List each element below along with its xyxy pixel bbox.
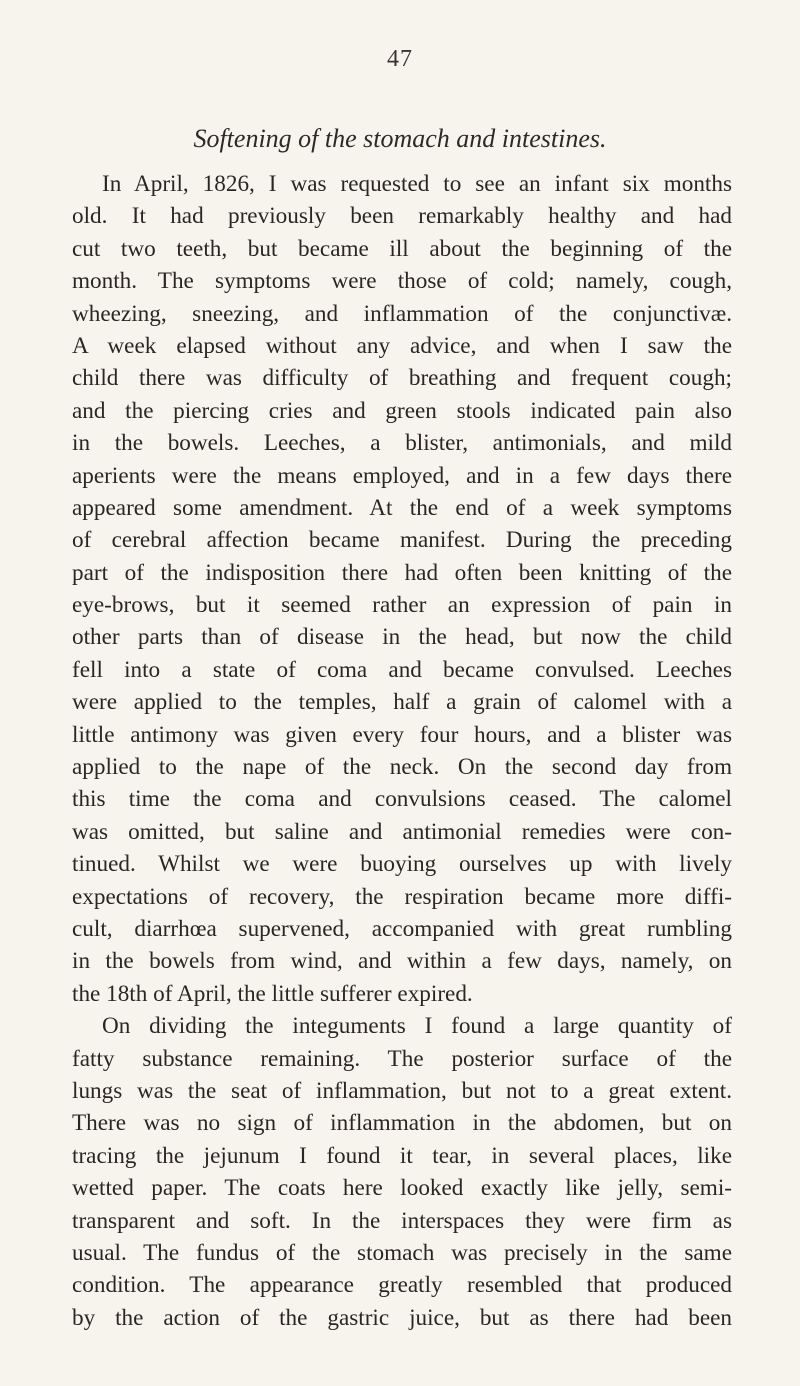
text-line: appeared some amendment. At the end of a week symptoms bbox=[72, 494, 732, 521]
text-line: transparent and soft. In the interspaces they were firm as bbox=[72, 1207, 732, 1234]
text-line: fell into a state of coma and became convulsed. Leeches bbox=[72, 656, 732, 683]
text-line: A week elapsed without any advice, and when I saw the bbox=[72, 332, 732, 359]
text-line: in the bowels. Leeches, a blister, antimonials, and mild bbox=[72, 430, 732, 457]
page-number: 47 bbox=[387, 46, 413, 72]
text-line: expectations of recovery, the respiration became more diffi- bbox=[72, 883, 732, 910]
text-line: On dividing the integuments I found a large quantity of bbox=[102, 1013, 732, 1040]
text-line: part of the indisposition there had often been knitting of the bbox=[72, 559, 732, 586]
text-line: In April, 1826, I was requested to see an infant six months bbox=[102, 171, 732, 197]
text-line: other parts than of disease in the head, but now the child bbox=[72, 624, 732, 651]
text-line: in the bowels from wind, and within a few days, namely, on bbox=[72, 948, 732, 975]
text-line: by the action of the gastric juice, but as there had been bbox=[72, 1304, 732, 1331]
body-text bbox=[72, 168, 732, 1334]
text-line: wheezing, sneezing, and inflammation of the conjunctivæ. bbox=[72, 300, 732, 327]
text-line: this time the coma and convulsions ceased. The calomel bbox=[72, 786, 732, 813]
text-line: month. The symptoms were those of cold; namely, cough, bbox=[72, 268, 732, 295]
text-line: tracing the jejunum I found it tear, in several places, like bbox=[72, 1142, 732, 1169]
text-line: tinued. Whilst we were buoying ourselves up with lively bbox=[72, 851, 732, 878]
text-line: were applied to the temples, half a grain of calomel with a bbox=[72, 689, 732, 716]
text-line: aperients were the means employed, and in a few days there bbox=[72, 462, 732, 489]
text-line: There was no sign of inflammation in the abdomen, but on bbox=[72, 1110, 732, 1137]
text-line: was omitted, but saline and antimonial remedies were con- bbox=[72, 818, 732, 845]
text-line: and the piercing cries and green stools indicated pain also bbox=[72, 397, 732, 424]
text-line: cult, diarrhœa supervened, accompanied with great rumbling bbox=[72, 915, 732, 942]
text-line: eye-brows, but it seemed rather an expression of pain in bbox=[72, 592, 732, 619]
section-title: Softening of the stomach and intestines. bbox=[193, 124, 607, 153]
text-line: of cerebral affection became manifest. During the preceding bbox=[72, 527, 732, 554]
text-line: the 18th of April, the little sufferer expired. bbox=[72, 980, 473, 1007]
text-line: cut two teeth, but became ill about the beginning of the bbox=[72, 235, 732, 262]
text-line: usual. The fundus of the stomach was precisely in the same bbox=[72, 1239, 732, 1266]
text-line: fatty substance remaining. The posterior surface of the bbox=[72, 1045, 732, 1072]
text-line: condition. The appearance greatly resembled that produced bbox=[72, 1272, 732, 1299]
text-line: little antimony was given every four hours, and a blister was bbox=[72, 721, 732, 748]
text-line: old. It had previously been remarkably healthy and had bbox=[72, 203, 732, 230]
text-line: child there was difficulty of breathing and frequent cough; bbox=[72, 365, 732, 392]
text-line: wetted paper. The coats here looked exactly like jelly, semi- bbox=[72, 1175, 732, 1202]
text-line: applied to the nape of the neck. On the second day from bbox=[72, 754, 732, 781]
text-line: lungs was the seat of inflammation, but not to a great extent. bbox=[72, 1077, 732, 1104]
